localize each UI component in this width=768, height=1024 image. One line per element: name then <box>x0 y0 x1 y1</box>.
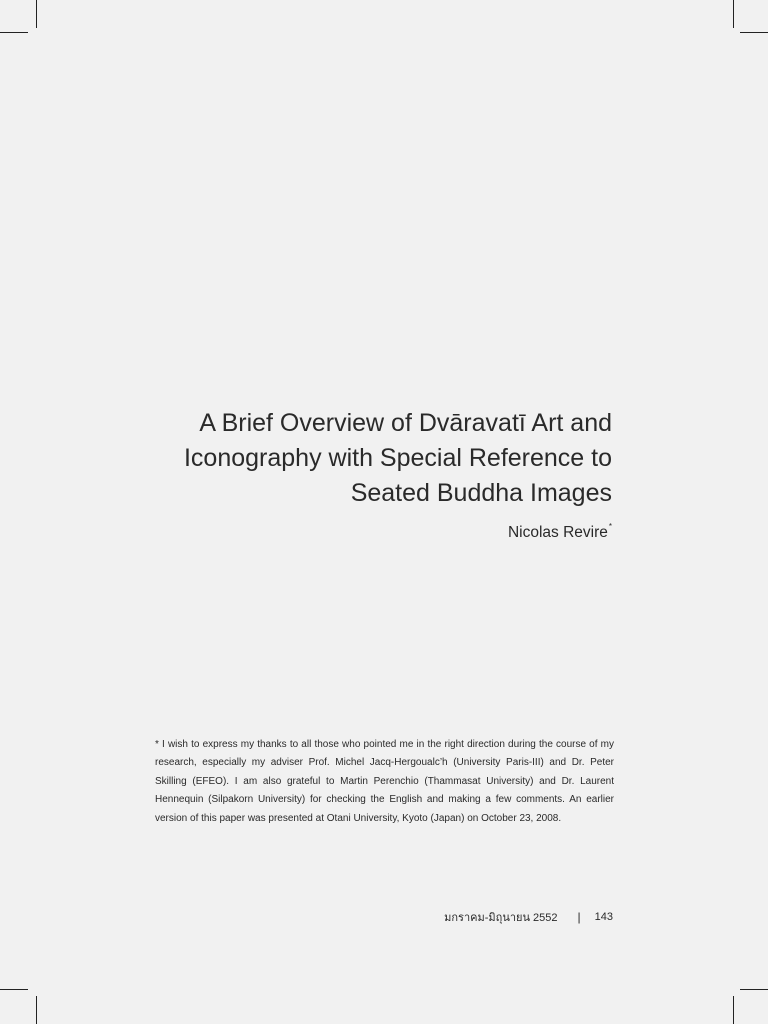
crop-mark <box>740 32 768 33</box>
page-footer <box>444 908 613 926</box>
crop-mark <box>0 989 28 990</box>
author-name: Nicolas Revire <box>507 524 608 541</box>
crop-mark <box>733 996 734 1024</box>
page-number: 143 <box>594 911 613 923</box>
issue-date: มกราคม-มิถุนายน 2552 <box>444 912 558 924</box>
crop-mark <box>36 0 37 28</box>
crop-mark <box>740 989 768 990</box>
article-title <box>112 406 612 511</box>
footnote: * I wish to express my thanks to all those who pointed me in the right direction during the course of my research, especially my adviser Prof. Michel Jacq-Hergoualc’h (University Paris-III) and Dr. Peter Skilling (EFEO). I am also grateful to Martin Perenchio (Thammasat University) and Dr. Laurent Hennequin (Silpakorn University) for checking the English and making a few comments. An earlier version of this paper was presented at Otani University, Kyoto (Japan) on October 23, 2008. <box>155 739 614 824</box>
crop-mark <box>733 0 734 28</box>
crop-mark <box>0 32 28 33</box>
title-line: Seated Buddha Images <box>350 479 612 507</box>
title-line: Iconography with Special Reference to <box>183 444 612 472</box>
footer-separator: | <box>577 910 581 924</box>
crop-mark <box>36 996 37 1024</box>
footnote-marker[interactable]: * <box>608 522 612 531</box>
title-line: A Brief Overview of Dvāravatī Art and <box>199 409 612 437</box>
author-line <box>212 524 612 542</box>
